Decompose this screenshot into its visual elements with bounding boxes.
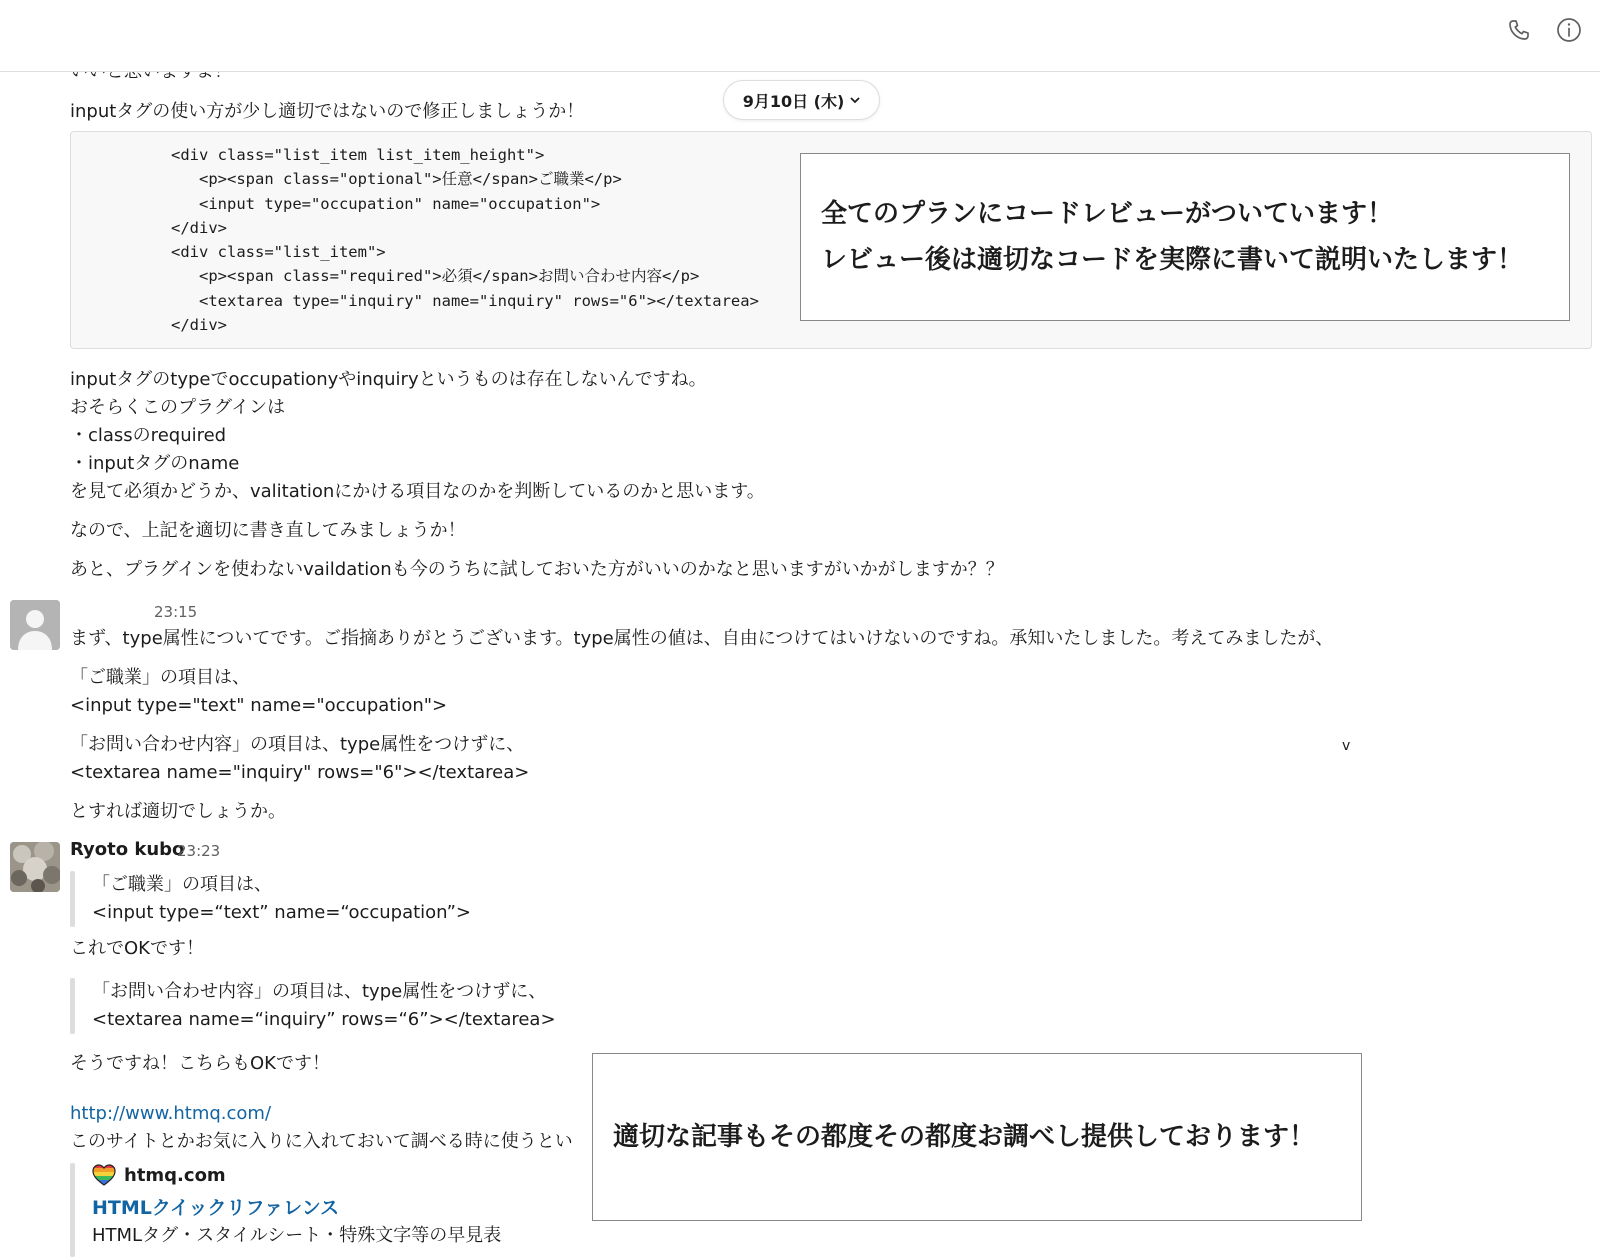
date-label: 9月10日 (木) bbox=[742, 91, 845, 111]
message-text: ・classのrequired bbox=[70, 425, 227, 446]
code-line: <textarea type="inquiry" name="inquiry" rows="6"></textarea> bbox=[171, 291, 759, 310]
quote-bar bbox=[70, 978, 75, 1034]
code-line: </div> bbox=[171, 218, 227, 237]
message-text: そうですね！こちらもOKです！ bbox=[70, 1053, 330, 1074]
unfurl-description: HTMLタグ・スタイルシート・特殊文字等の早見表 bbox=[92, 1225, 502, 1246]
message-text: を見て必須かどうか、valitationにかける項目なのかを判断しているのかと思います。 bbox=[70, 481, 765, 502]
promo-box-code-review bbox=[800, 153, 1570, 321]
channel-header bbox=[0, 0, 1600, 72]
message-timestamp[interactable]: 23:23 bbox=[177, 842, 221, 860]
message-text: とすれば適切でしょうか。 bbox=[70, 801, 286, 822]
quote-text: 「ご職業」の項目は、 bbox=[92, 874, 272, 895]
promo-line: 全てのプランにコードレビューがついています！ bbox=[821, 199, 1394, 229]
quote-text: <input type=“text” name=“occupation”> bbox=[92, 902, 472, 923]
message-text: まず、type属性についてです。ご指摘ありがとうございます。type属性の値は、自由につけてはいけないのですね。承知いたしました。考えてみましたが、 bbox=[70, 628, 1334, 649]
code-line: </div> bbox=[171, 316, 227, 335]
quote-text: 「お問い合わせ内容」の項目は、type属性をつけずに、 bbox=[92, 981, 547, 1002]
date-divider-button[interactable] bbox=[723, 80, 880, 120]
code-line: <div class="list_item list_item_height"> bbox=[171, 146, 545, 164]
code-line: <p><span class="required">必須</span>お問い合わせ内容</p> bbox=[171, 267, 700, 286]
phone-icon[interactable] bbox=[1502, 13, 1536, 47]
message-text: <textarea name="inquiry" rows="6"></textarea> bbox=[70, 762, 530, 783]
message-text: なので、上記を適切に書き直してみましょうか！ bbox=[70, 520, 466, 541]
promo-line: レビュー後は適切なコードを実際に書いて説明いたします！ bbox=[821, 245, 1524, 275]
sender-name[interactable]: Ryoto kubo bbox=[70, 839, 185, 860]
unfurl-site bbox=[92, 1164, 226, 1186]
chevron-down-icon[interactable]: v bbox=[1342, 738, 1351, 754]
code-line: <p><span class="optional">任意</span>ご職業</p> bbox=[171, 170, 622, 189]
message-text: inputタグのtypeでoccupationyやinquiryというものは存在しないんですね。 bbox=[70, 369, 707, 390]
message-text: <input type="text" name="occupation"> bbox=[70, 695, 448, 716]
quote-text: <textarea name=“inquiry” rows=“6”></textarea> bbox=[92, 1009, 556, 1030]
rainbow-heart-icon bbox=[92, 1164, 116, 1186]
unfurl-site-name: htmq.com bbox=[124, 1164, 226, 1186]
avatar[interactable] bbox=[10, 842, 60, 892]
message-text: 「ご職業」の項目は、 bbox=[70, 667, 250, 688]
code-line: <div class="list_item"> bbox=[171, 243, 386, 262]
message-text: あと、プラグインを使わないvaildationも今のうちに試しておいた方がいいのかなと思いますがいかがしますか？？ bbox=[70, 559, 1004, 580]
info-icon[interactable] bbox=[1552, 13, 1586, 47]
message-text: これでOKです！ bbox=[70, 938, 204, 959]
message-text: 「お問い合わせ内容」の項目は、type属性をつけずに、 bbox=[70, 734, 525, 755]
code-line: <input type="occupation" name="occupation"> bbox=[171, 194, 601, 213]
quote-bar bbox=[70, 871, 75, 927]
avatar[interactable] bbox=[10, 600, 60, 650]
message-text: ・inputタグのname bbox=[70, 453, 240, 474]
unfurl-title-link[interactable]: HTMLクイックリファレンス bbox=[92, 1197, 340, 1219]
message-text: このサイトとかお気に入りに入れておいて調べる時に使うとい bbox=[70, 1131, 573, 1152]
url-link[interactable]: http://www.htmq.com/ bbox=[70, 1103, 272, 1124]
message-text: おそらくこのプラグインは bbox=[70, 397, 286, 418]
unfurl-bar bbox=[70, 1163, 75, 1257]
promo-box-articles bbox=[592, 1053, 1362, 1221]
promo-line: 適切な記事もその都度その都度お調べし提供しております！ bbox=[613, 1122, 1316, 1152]
chevron-down-icon bbox=[850, 97, 860, 104]
message-text: inputタグの使い方が少し適切ではないので修正しましょうか！ bbox=[70, 101, 585, 122]
message-timestamp[interactable]: 23:15 bbox=[154, 603, 198, 621]
